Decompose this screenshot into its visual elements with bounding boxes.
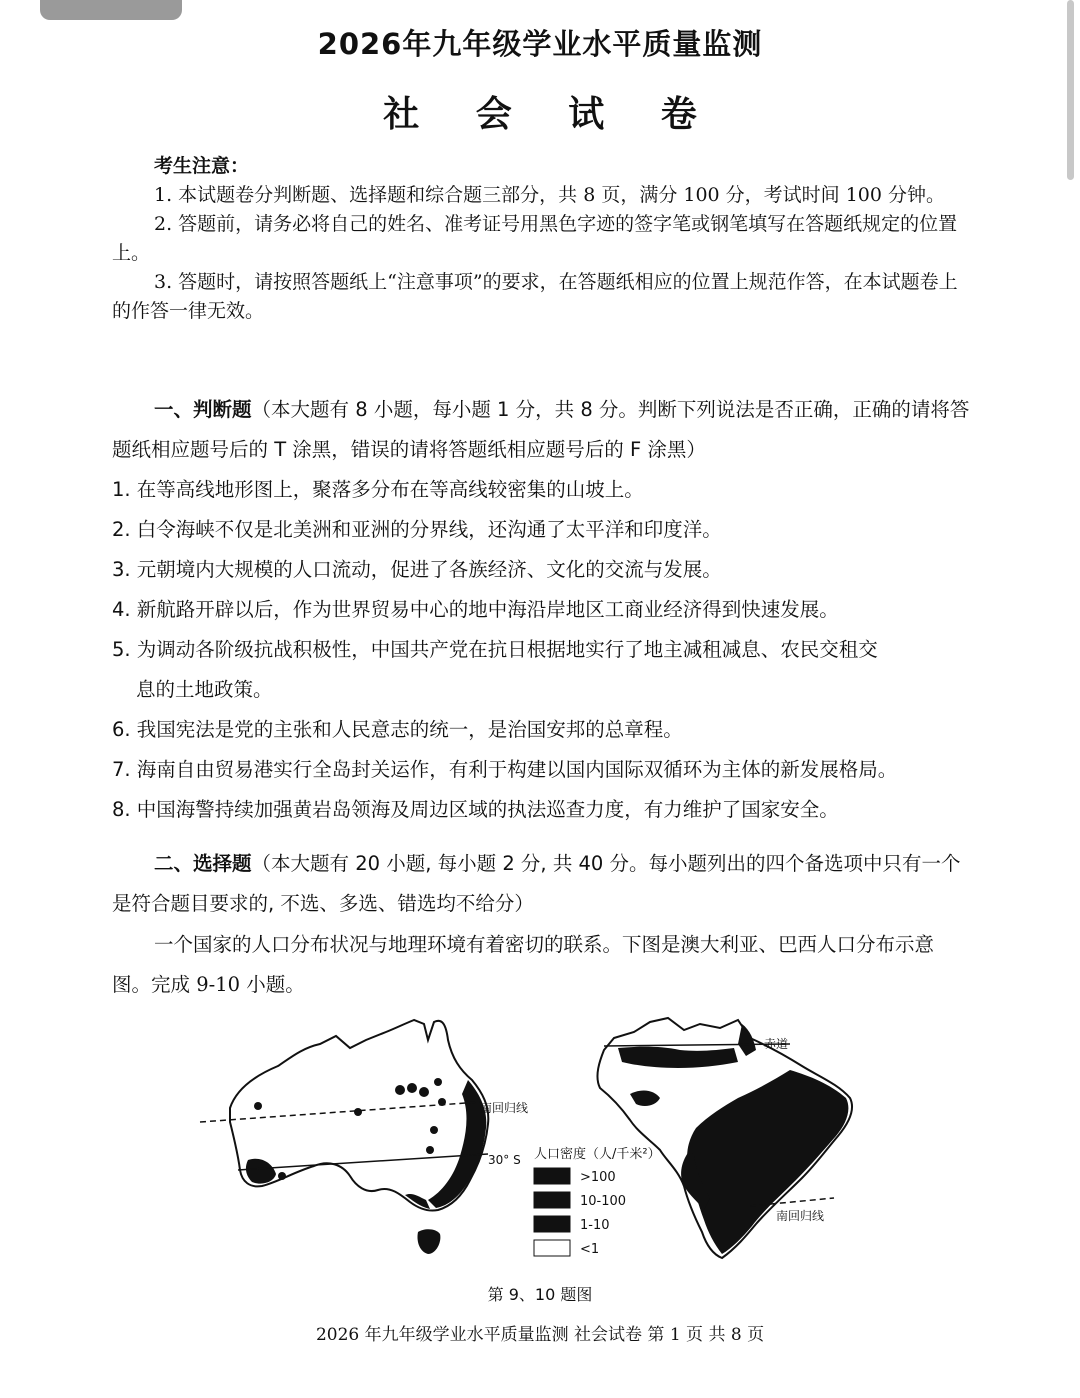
question-5-cont: 息的土地政策。 [136, 678, 273, 701]
exam-subtitle: 社 会 试 卷 [383, 94, 719, 135]
figure-caption: 第 9、10 题图 [487, 1285, 593, 1304]
question-6: 6. 我国宪法是党的主张和人民意志的统一，是治国安邦的总章程。 [112, 718, 683, 741]
label-tropic-au: 南回归线 [480, 1101, 529, 1115]
pop-dot [430, 1126, 438, 1134]
label-30s: 30° S [488, 1153, 521, 1167]
legend-title: 人口密度（人/千米²） [534, 1147, 661, 1162]
pop-dot [419, 1087, 429, 1097]
question-2: 2. 白令海峡不仅是北美洲和亚洲的分界线，还沟通了太平洋和印度洋。 [112, 518, 722, 541]
notice-item-3: 3. 答题时，请按照答题纸上“注意事项”的要求，在答题纸相应的位置上规范作答，在本试题卷上的作答一律无效。 [112, 271, 958, 322]
question-8: 8. 中国海警持续加强黄岩岛领海及周边区域的执法巡查力度，有力维护了国家安全。 [112, 798, 839, 821]
legend-swatch-2 [534, 1192, 570, 1208]
pop-dot [278, 1172, 286, 1180]
label-tropic-br: 南回归线 [776, 1209, 825, 1223]
section1-intro [112, 390, 972, 470]
pop-dot [426, 1146, 434, 1154]
legend-swatch-3 [534, 1216, 570, 1232]
map-legend [534, 1146, 661, 1257]
section-judgment [112, 390, 972, 830]
pop-dot [434, 1078, 442, 1086]
australia-map [200, 1020, 528, 1254]
notice-item-2: 2. 答题前，请务必将自己的姓名、准考证号用黑色字迹的签字笔或钢笔填写在答题纸规定的位置上。 [112, 213, 958, 264]
question-7: 7. 海南自由贸易港实行全岛封关运作，有利于构建以国内国际双循环为主体的新发展格局。 [112, 758, 898, 781]
legend-label-3: 1-10 [580, 1218, 610, 1233]
question-4: 4. 新航路开辟以后，作为世界贸易中心的地中海沿岸地区工商业经济得到快速发展。 [112, 598, 839, 621]
section2-heading: 二、选择题 [154, 852, 252, 875]
section1-desc: （本大题有 8 小题，每小题 1 分，共 8 分。判断下列说法是否正确，正确的请将答题纸相应题号后的 T 涂黑，错误的请将答题纸相应题号后的 F 涂黑） [112, 398, 970, 461]
pop-dot [354, 1108, 362, 1116]
legend-label-1: >100 [580, 1170, 616, 1185]
notice-item-1: 1. 本试题卷分判断题、选择题和综合题三部分，共 8 页，满分 100 分，考试时间 100 分钟。 [154, 184, 946, 206]
pop-dot [254, 1102, 262, 1110]
legend-label-2: 10-100 [580, 1194, 627, 1209]
question-9-10-stem [112, 925, 972, 1005]
pop-dot [407, 1083, 417, 1093]
label-equator: 赤道 [764, 1037, 789, 1051]
population-map-figure [190, 1010, 870, 1265]
legend-swatch-4 [534, 1240, 570, 1256]
question-1: 1. 在等高线地形图上，聚落多分布在等高线较密集的山坡上。 [112, 478, 644, 501]
legend-swatch-1 [534, 1168, 570, 1184]
question-3: 3. 元朝境内大规模的人口流动，促进了各族经济、文化的交流与发展。 [112, 558, 722, 581]
page-footer: 2026 年九年级学业水平质量监测 社会试卷 第 1 页 共 8 页 [315, 1325, 765, 1345]
exam-title: 2026年九年级学业水平质量监测 [317, 27, 763, 61]
stem-text: 一个国家的人口分布状况与地理环境有着密切的联系。下图是澳大利亚、巴西人口分布示意图。完成 9-10 小题。 [112, 933, 935, 996]
population-maps [190, 1010, 870, 1265]
notice-heading: 考生注意： [154, 155, 250, 177]
question-5: 5. 为调动各阶级抗战积极性，中国共产党在抗日根据地实行了地主减租减息、农民交租交 [112, 638, 878, 661]
notice-block [112, 152, 972, 326]
brazil-map [597, 1018, 852, 1258]
section-choice [112, 844, 972, 924]
section1-heading: 一、判断题 [154, 398, 252, 421]
section2-intro [112, 844, 972, 924]
legend-label-4: <1 [580, 1242, 600, 1257]
section2-desc: （本大题有 20 小题, 每小题 2 分, 共 40 分。每小题列出的四个备选项中只有一个是符合题目要求的, 不选、多选、错选均不给分） [112, 852, 961, 915]
pop-dot [395, 1085, 405, 1095]
status-pill [40, 0, 182, 20]
